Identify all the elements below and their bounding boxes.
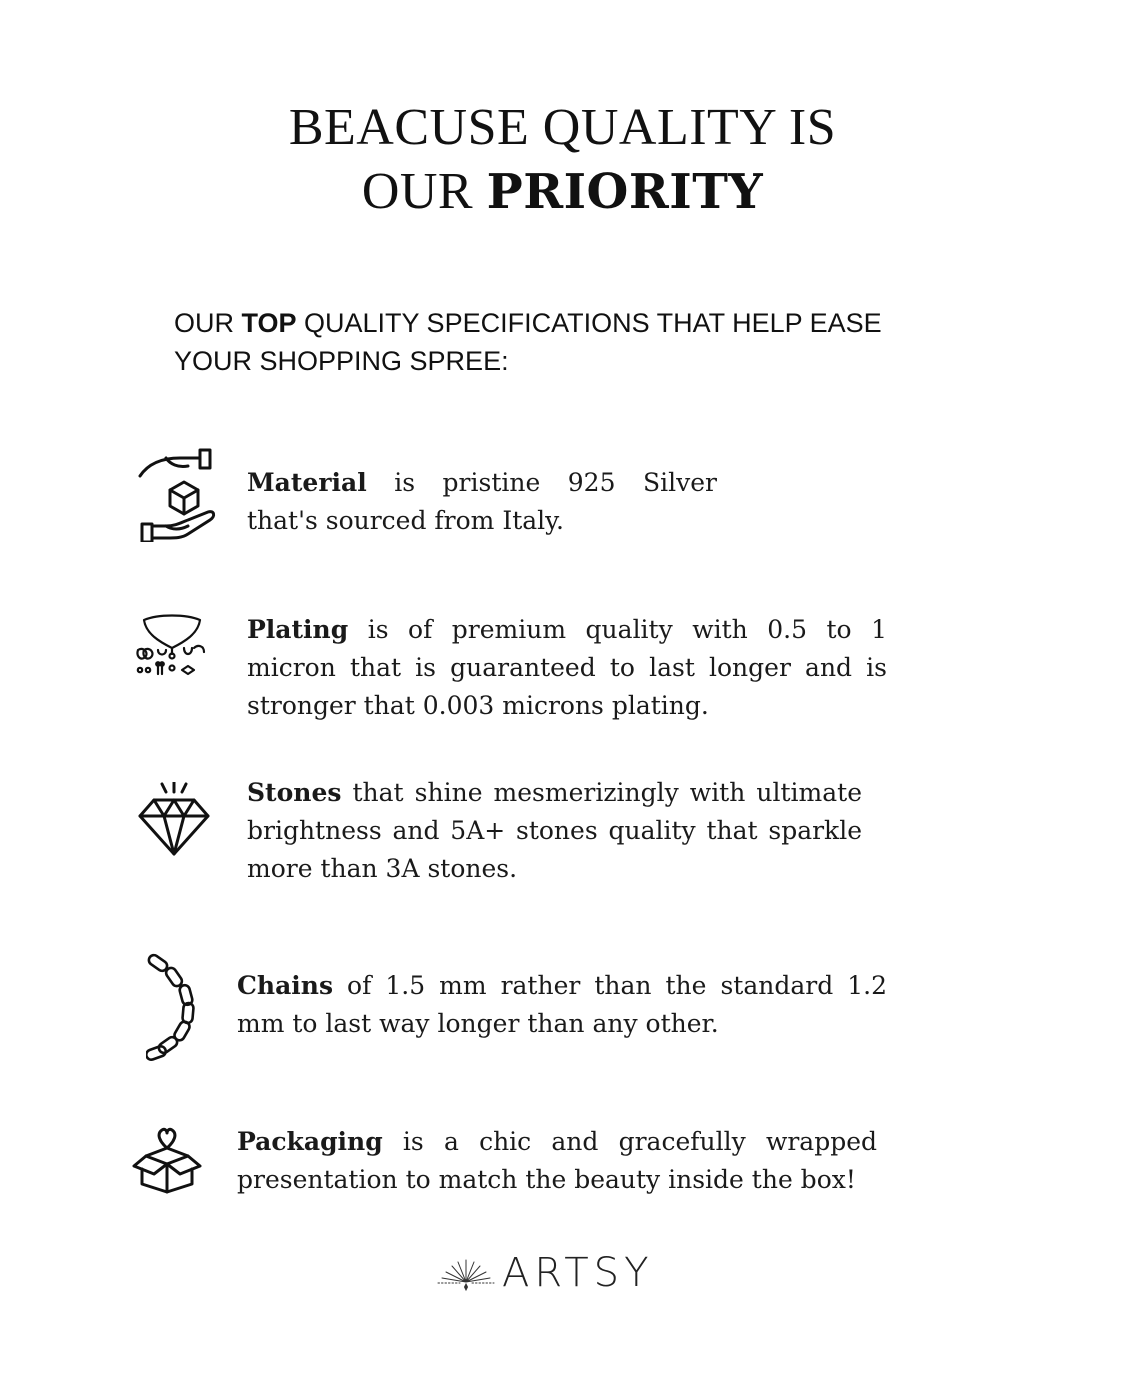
feature-material-title: Material [247,468,367,497]
diamond-icon [138,782,210,856]
feature-packaging-body: is a chic and gracefully wrapped presentation to match the beauty inside the box! [237,1127,877,1194]
headline-line-2 [0,160,1125,224]
chain-icon [146,952,202,1064]
feature-packaging-title: Packaging [237,1127,383,1156]
feature-chains-text [237,967,887,1043]
feature-plating-body: is of premium quality with 0.5 to 1 micron that is guaranteed to last longer and is stronger that 0.003 microns plating. [247,615,887,720]
feature-stones-title: Stones [247,778,342,807]
feature-plating-title: Plating [247,615,349,644]
subhead-bold: TOP [241,308,297,338]
feature-material-text [247,464,717,540]
feature-chains-body: of 1.5 mm rather than the standard 1.2 mm to last way longer than any other. [237,971,887,1038]
brand-name: ARTSY [502,1250,654,1296]
feature-stones [130,772,910,902]
headline [0,96,1125,224]
feature-material [130,440,910,550]
subhead-part-2: QUALITY SPECIFICATIONS THAT HELP EASE YOUR SHOPPING SPREE: [174,308,882,376]
artsy-logo [436,1250,696,1300]
subhead [174,304,894,380]
subhead-part-1: OUR [174,308,242,338]
feature-chains [130,948,910,1068]
feature-stones-body: that shine mesmerizingly with ultimate brightness and 5A+ stones quality that sparkle more than 3A stones. [247,778,862,883]
feature-packaging-text [237,1123,877,1199]
sunburst-icon [436,1256,496,1296]
headline-line-2-bold: PRIORITY [486,164,764,220]
gift-box-heart-icon [132,1126,202,1194]
feature-plating [130,606,910,736]
feature-stones-text [247,774,862,888]
headline-line-2-regular: OUR [361,163,487,220]
headline-line-1: BEACUSE QUALITY IS [288,99,837,156]
hands-box-icon [136,446,218,542]
jewelry-icon [132,614,212,678]
feature-material-body: is pristine 925 Silver that's sourced from Italy. [247,468,717,535]
feature-chains-title: Chains [237,971,334,1000]
feature-packaging [130,1118,910,1218]
feature-plating-text [247,611,887,725]
